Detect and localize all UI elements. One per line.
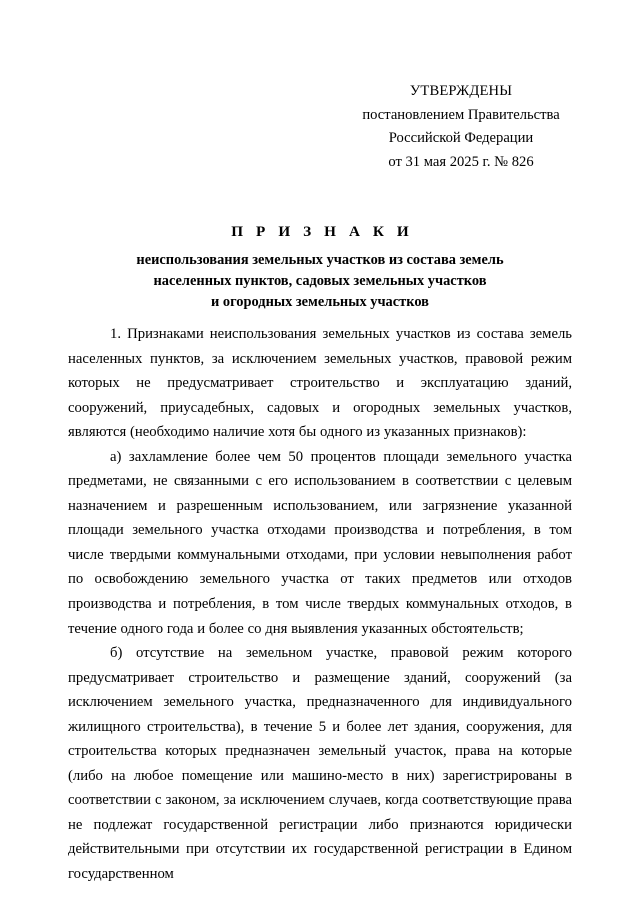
body-paragraph-b: б) отсутствие на земельном участке, правовой режим которого предусматривает строительство и размещение зданий, сооружений (за исключением земельного участка, предназначенного для индивидуального жилищного строительства), в течение 5 и более лет здания, сооружения, для строительства которых предназначен земельный участок, права на которые (либо на любое помещение или машино-место в них) зарегистрированы в соответствии с законом, за исключением случаев, когда соответствующие права не подлежат государственной регистрации либо признаются юридически действительными при отсутствии их государственной регистрации в Едином государственном [68,645,572,883]
approval-header-line-3: Российской Федерации [388,130,534,146]
page-subtitle-line-1: неиспользования земельных участков из состава земель [136,252,504,268]
approval-header-line-2: постановлением Правительства [362,106,560,123]
page-title: П Р И З Н А К И [231,223,414,240]
body-paragraph-1: 1. Признаками неиспользования земельных участков из состава земель населенных пунктов, за исключением земельных участков, правовой режим которых не предусматривает строительство и эксплуатацию зданий, сооружений, приусадебных, садовых и огородных земельных участков, являются (необходимо наличие хотя бы одного из указанных признаков): [68,326,572,441]
page-subtitle [68,250,572,312]
title-spacer [68,242,572,250]
body-paragraph-a: а) захламление более чем 50 процентов площади земельного участка предметами, не связанными с его использованием в соответствии с целевым назначением и разрешенным использованием, или загрязнение указанной площади земельного участка отходами производства и потребления, в том числе твердыми коммунальными отходами, при условии невыполнения работ по освобождению земельного участка от таких предметов или отходов производства и потребления, в том числе твердых коммунальных отходов, в течение одного года и более со дня выявления указанных обстоятельств; [68,448,572,637]
page-subtitle-line-3: и огородных земельных участков [211,293,429,310]
approval-header-block [348,80,574,174]
document-body [68,322,572,887]
approval-header-line-4-date-number: от 31 мая 2025 г. № 826 [388,153,534,170]
document-title-block [68,222,572,312]
approval-header-line-1: УТВЕРЖДЕНЫ [409,83,513,99]
page-subtitle-line-2: населенных пунктов, садовых земельных участков [153,272,487,289]
